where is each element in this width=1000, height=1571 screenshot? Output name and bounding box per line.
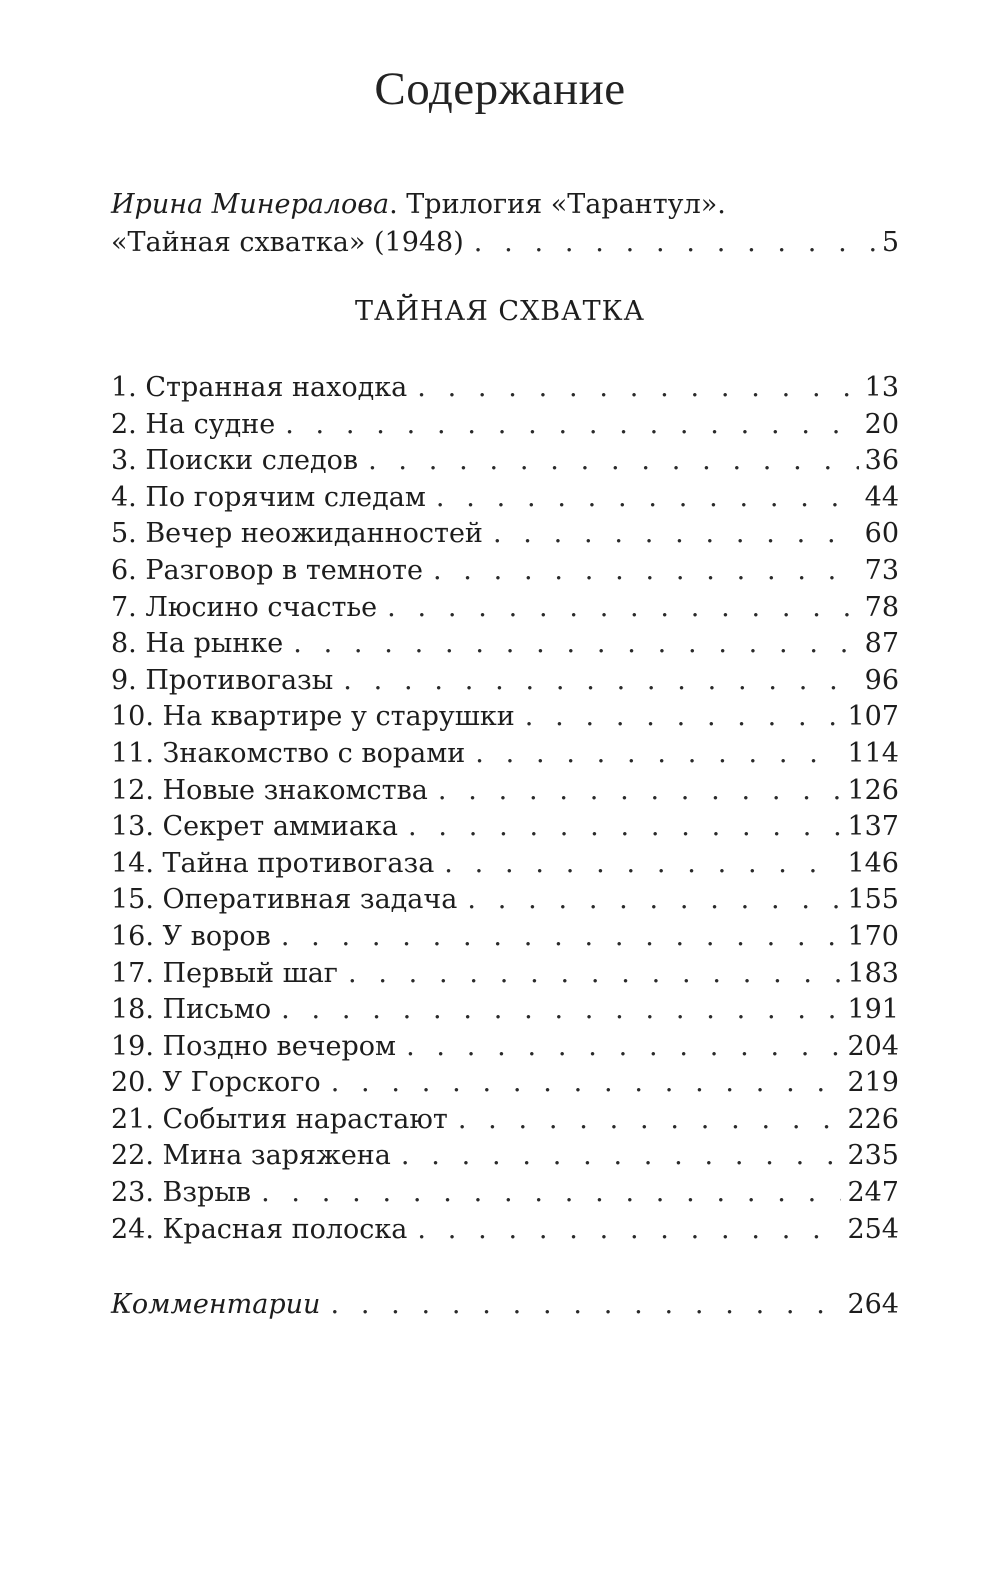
intro-author: Ирина Минералова (111, 189, 390, 220)
chapter-page-number: 235 (847, 1140, 899, 1172)
chapter-page-number: 36 (864, 445, 899, 477)
dot-leader (475, 736, 841, 773)
chapter-row (111, 1029, 899, 1066)
dot-leader (343, 663, 858, 700)
chapter-title: 16. У воров (111, 920, 271, 952)
page-title: Содержание (374, 63, 626, 115)
chapter-title: 17. Первый шаг (111, 957, 338, 989)
chapter-page-number: 20 (864, 408, 899, 440)
chapter-row (111, 626, 899, 663)
dot-leader (331, 1065, 842, 1102)
chapter-row (111, 773, 899, 810)
chapter-title: 10. На квартире у старушки (111, 701, 515, 733)
chapter-page-number: 60 (864, 518, 899, 550)
comments-title: Комментарии (111, 1289, 321, 1320)
chapter-row (111, 846, 899, 883)
chapter-row (111, 370, 899, 407)
chapter-title: 8. На рынке (111, 628, 284, 660)
intro-line-2 (111, 224, 899, 262)
chapter-title: 12. Новые знакомства (111, 774, 428, 806)
chapter-row (111, 809, 899, 846)
chapter-page-number: 107 (847, 701, 899, 733)
dot-leader (433, 553, 859, 590)
section-heading: ТАЙНАЯ СХВАТКА (355, 296, 645, 327)
chapter-row (111, 699, 899, 736)
comments-entry (111, 1286, 899, 1324)
chapter-title: 21. События нарастают (111, 1103, 448, 1135)
chapter-title: 19. Поздно вечером (111, 1030, 397, 1062)
chapter-page-number: 191 (847, 994, 899, 1026)
intro-title-part-2: «Тайная схватка» (1948) (111, 227, 464, 258)
chapter-title: 22. Мина заряжена (111, 1140, 391, 1172)
chapter-row (111, 663, 899, 700)
chapter-title: 14. Тайна противогаза (111, 847, 435, 879)
chapter-page-number: 73 (864, 554, 899, 586)
dot-leader (387, 590, 859, 627)
chapter-row (111, 516, 899, 553)
chapter-page-number: 155 (847, 884, 899, 916)
chapter-page-number: 247 (847, 1177, 899, 1209)
chapter-row (111, 992, 899, 1029)
chapter-row (111, 1175, 899, 1212)
chapter-row (111, 443, 899, 480)
chapter-page-number: 254 (847, 1213, 899, 1245)
chapter-page-number: 44 (864, 481, 899, 513)
chapter-row (111, 1065, 899, 1102)
chapter-title: 3. Поиски следов (111, 445, 359, 477)
chapter-page-number: 219 (847, 1067, 899, 1099)
chapter-title: 20. У Горского (111, 1067, 321, 1099)
chapter-page-number: 96 (864, 664, 899, 696)
dot-leader (293, 626, 858, 663)
chapter-row (111, 736, 899, 773)
dot-leader (261, 1175, 841, 1212)
chapter-title: 23. Взрыв (111, 1177, 252, 1209)
chapter-row (111, 919, 899, 956)
chapter-page-number: 137 (847, 811, 899, 843)
chapter-title: 7. Люсино счастье (111, 591, 378, 623)
chapter-title: 2. На судне (111, 408, 276, 440)
chapter-row (111, 1212, 899, 1249)
dot-leader (285, 407, 858, 444)
chapter-row (111, 590, 899, 627)
comments-page-number: 264 (847, 1289, 899, 1320)
dot-leader (417, 370, 858, 407)
dot-leader (401, 1138, 842, 1175)
dot-leader (330, 1286, 841, 1324)
dot-leader (348, 956, 842, 993)
intro-entry (111, 186, 899, 262)
intro-page-number: 5 (881, 227, 899, 258)
chapter-row (111, 1138, 899, 1175)
chapter-row (111, 956, 899, 993)
dot-leader (417, 1212, 841, 1249)
chapter-title: 4. По горячим следам (111, 481, 426, 513)
dot-leader (406, 1029, 841, 1066)
chapter-row (111, 480, 899, 517)
intro-line-1 (111, 186, 899, 224)
dot-leader (438, 773, 842, 810)
chapter-page-number: 78 (864, 591, 899, 623)
chapter-page-number: 183 (847, 957, 899, 989)
chapter-title: 18. Письмо (111, 994, 272, 1026)
chapter-page-number: 126 (847, 774, 899, 806)
chapter-page-number: 226 (847, 1103, 899, 1135)
chapter-row (111, 1102, 899, 1139)
dot-leader (436, 480, 859, 517)
chapter-title: 11. Знакомство с ворами (111, 737, 466, 769)
dot-leader (493, 516, 859, 553)
chapter-row (111, 882, 899, 919)
chapter-title: 1. Странная находка (111, 372, 408, 403)
chapter-title: 5. Вечер неожиданностей (111, 518, 483, 550)
chapter-page-number: 114 (847, 737, 899, 769)
chapter-title: 6. Разговор в темноте (111, 554, 423, 586)
chapter-list (111, 370, 899, 1248)
dot-leader (281, 992, 841, 1029)
chapter-title: 24. Красная полоска (111, 1213, 408, 1245)
dot-leader (408, 809, 841, 846)
chapter-row (111, 553, 899, 590)
dot-leader (444, 846, 841, 883)
dot-leader (458, 1102, 842, 1139)
intro-title-part-1: . Трилогия «Тарантул». (389, 189, 726, 220)
comments-row (111, 1286, 899, 1324)
dot-leader (368, 443, 859, 480)
chapter-row (111, 407, 899, 444)
chapter-page-number: 170 (847, 920, 899, 952)
chapter-page-number: 146 (847, 847, 899, 879)
chapter-page-number: 204 (847, 1030, 899, 1062)
chapter-page-number: 13 (864, 372, 899, 403)
dot-leader (525, 699, 842, 736)
dot-leader (474, 224, 876, 262)
chapter-page-number: 87 (864, 628, 899, 660)
chapter-title: 9. Противогазы (111, 664, 334, 696)
chapter-title: 15. Оперативная задача (111, 884, 458, 916)
dot-leader (281, 919, 842, 956)
dot-leader (467, 882, 841, 919)
chapter-title: 13. Секрет аммиака (111, 811, 398, 843)
